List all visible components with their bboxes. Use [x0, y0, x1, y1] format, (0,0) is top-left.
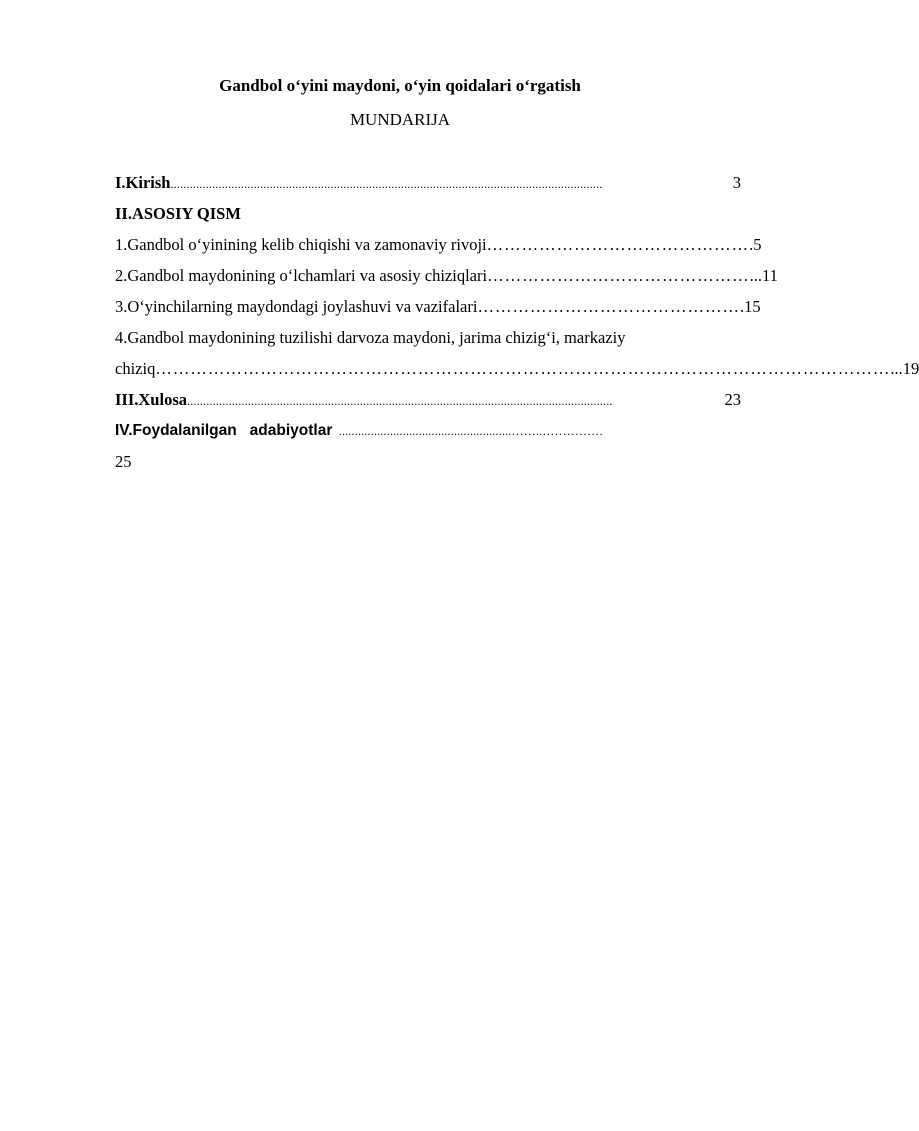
toc-leader-references: ......................................................……..…………… — [332, 424, 604, 438]
toc-page-references: 25 — [115, 452, 132, 471]
toc-leader-4: ……………………………………………………………………………………………………………… — [155, 359, 891, 378]
toc-label-conclusion: III.Xulosa — [115, 390, 187, 409]
toc-label-3: 3.O‘yinchilarning maydondagi joylashuvi va vazifalari — [115, 297, 478, 316]
toc-label-references: IV.Foydalanilgan adabiyotlar — [115, 422, 333, 439]
toc-page-intro: 3 — [732, 173, 741, 192]
toc-page-1: .5 — [749, 235, 762, 254]
document-title: Gandbol o‘yini maydoni, o‘yin qoidalari o‘rgatish — [219, 76, 581, 95]
toc-label-2: 2.Gandbol maydonining o‘lchamlari va asosiy chiziqlari — [115, 266, 488, 285]
toc-section-heading — [115, 201, 741, 227]
toc-page-2: ...11 — [749, 266, 778, 285]
toc-entry-references-page — [115, 449, 741, 475]
table-of-contents — [115, 170, 919, 475]
toc-leader-1: ……………………………………… — [486, 235, 750, 254]
toc-entry-intro — [115, 170, 741, 196]
toc-entry-1 — [115, 232, 762, 258]
toc-leader-conclusion: ..................................................................................................................................... — [187, 394, 613, 408]
toc-page-conclusion: 23 — [724, 390, 741, 409]
toc-page-4: ...19 — [890, 359, 919, 378]
toc-page-3: .15 — [739, 297, 761, 316]
toc-entry-3 — [115, 294, 761, 320]
toc-leader-3: ……………………………………… — [477, 297, 740, 316]
toc-entry-references — [115, 418, 741, 444]
toc-label-main-part: II.ASOSIY QISM — [115, 204, 241, 223]
toc-entry-conclusion — [115, 387, 741, 413]
toc-heading: MUNDARIJA — [349, 110, 451, 129]
toc-entry-4-line1 — [115, 325, 741, 351]
toc-entry-2 — [115, 263, 778, 289]
toc-leader-intro: ....................................................................................................................................... — [170, 177, 603, 191]
toc-label-1: 1.Gandbol o‘yinining kelib chiqishi va zamonaviy rivoji — [115, 235, 487, 254]
toc-label-4-line1: 4.Gandbol maydonining tuzilishi darvoza maydoni, jarima chizig‘i, markaziy — [115, 328, 626, 347]
toc-label-intro: I.Kirish — [115, 173, 171, 192]
toc-entry-4-line2 — [115, 356, 919, 382]
toc-leader-2: ……………………………………… — [487, 266, 750, 285]
toc-label-4-line2: chiziq — [115, 359, 156, 378]
